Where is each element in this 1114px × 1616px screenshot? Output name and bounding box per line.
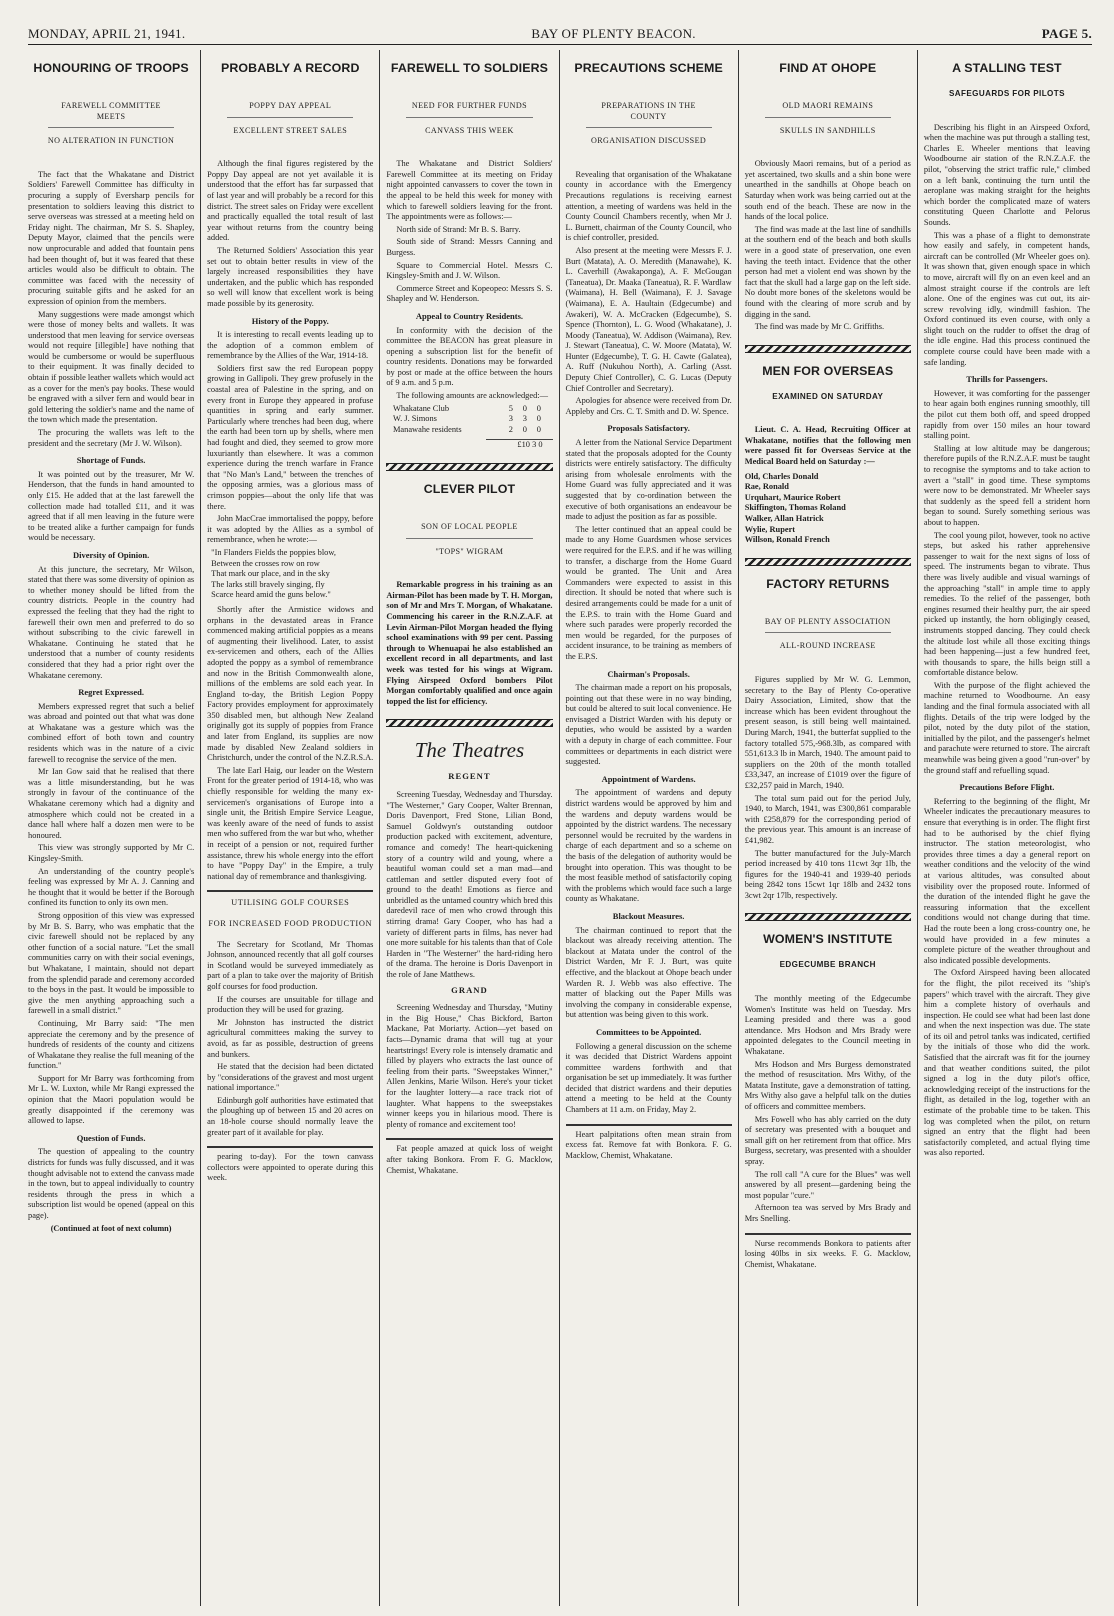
- article-subheading: EXAMINED ON SATURDAY: [772, 391, 884, 401]
- article-paragraph: Figures supplied by Mr W. G. Lemmon, secretary to the Bay of Plenty Co-operative Dairy Association, Limited, show that the increase which has been evident throughout the present season, is still being well maintained. During March, 1941, the butterfat supplied to the factory totalled 575,-968.3lb, as compared with 551,613.3 lb in March, 1940. The amount paid to suppliers on the 20th of the month totalled £33,347, an increase of £1019 over the figure of £32,257 paid in March, 1940.: [744, 675, 911, 790]
- article-paragraph: Mr Ian Gow said that he realised that there was a little misunderstanding, but he was strongly in favour of the continuance of the Whakatane ceremony which had a dignity and atmosphere which could not be created in a dance hall where half a dozen men were to be honoured.: [28, 767, 195, 840]
- section-rule: [745, 1233, 911, 1235]
- donor-name: W. J. Simons: [392, 414, 437, 424]
- donation-row: [393, 404, 546, 415]
- section-divider: [745, 345, 911, 353]
- article-subheading: EDGECUMBE BRANCH: [779, 960, 876, 970]
- section-subheading: History of the Poppy.: [251, 315, 329, 326]
- newspaper-title: BAY OF PLENTY BEACON.: [531, 26, 696, 41]
- article-paragraph: At this juncture, the secretary, Mr Wilson, stated that there was some diversity of opinion as to whether money should be lifted from the country districts. People in the country had expressed the feeling that they had the right to farewell their own men and preferred to do so without subscribing to the civic farewell in Whakatane. Continuing he stated that he understood that a number of county residents considered that they had a prior right over the Whakatane ceremony.: [28, 564, 195, 680]
- donation-row: [393, 425, 546, 436]
- article-paragraph: However, it was comforting for the passenger to hear again both engines running smoothly, till the pilot cut them both off, and speed dropped rapidly from over 150 miles an hour toward stalling point.: [923, 388, 1091, 441]
- donor-name: Manawahe residents: [392, 424, 462, 434]
- article-subheading: OLD MAORI REMAINS: [765, 89, 891, 118]
- article-paragraph: Strong opposition of this view was expressed by Mr B. S. Barry, who was emphatic that the civic farewell should not be replaced by any other function of a social nature. "Let the small communities carry on with their social evenings, but Whakatane, I maintain, should not depart from the splendid parade and ceremony accorded to the boys in the past. It would be impossible to give the men anything approaching such a farewell in a small district.": [28, 910, 195, 1016]
- section-subheading: Precautions Before Flight.: [959, 782, 1055, 793]
- section-subheading: Proposals Satisfactory.: [607, 423, 690, 434]
- recruit-name: Skiffington, Thomas Roland: [744, 503, 846, 513]
- article-paragraph: Square to Commercial Hotel. Messrs C. Kingsley-Smith and J. W. Wilson.: [386, 260, 553, 281]
- article-headline: PROBABLY A RECORD: [221, 61, 360, 75]
- section-divider: [745, 558, 911, 566]
- article-paragraph: Heart palpitations often mean strain from excess fat. Remove fat with Bonkora. F. G. Macklow, Chemist, Whakatane.: [565, 1129, 732, 1160]
- recruit-name: Urquhart, Maurice Robert: [744, 492, 841, 502]
- cinema-name: REGENT: [448, 771, 491, 782]
- article-paragraph: The late Earl Haig, our leader on the Western Front for the greater period of 1914-18, who was chiefly responsible for welding the many ex-servicemen's organisations of Europe into a single unit, the British Empire Service League, was keenly aware of the need of funds to assist men who suffered from the war but who, whether in receipt of a pension or not, required further assistance, threw his whole energy into the effort to have "Poppy Day" in the Empire, a truly national day of remembrance and thanksgiving.: [207, 765, 374, 881]
- masthead-rule: [28, 44, 1092, 45]
- article-paragraph: The roll call "A cure for the Blues" was well answered by all present—gardening being the most popular "cure.": [744, 1169, 911, 1200]
- article-headline: FAREWELL TO SOLDIERS: [390, 61, 548, 75]
- article-paragraph: Commerce Street and Kopeopeo: Messrs S. S. Shapley and W. Henderson.: [386, 283, 553, 304]
- donation-amount: 0: [536, 424, 541, 434]
- article-paragraph: An understanding of the country people's feeling was expressed by Mr A. J. Canning and he thought that it would be better if the Borough confined its function to only its own men.: [28, 866, 195, 908]
- donation-amount: 0: [536, 414, 541, 424]
- article-paragraph: It was pointed out by the treasurer, Mr W. Henderson, that the funds in hand amounted to only £15. He added that at the last farewell the collection made had totalled £11, and it was agreed that if all men leaving in the future were to be treated alike a further campaign for funds would be necessary.: [28, 469, 195, 543]
- article-paragraph: Referring to the beginning of the flight, Mr Wheeler indicates the precautionary measures to ensure that everything is in order. The flight first had to be authorised by the chief flying instructor. The station meteorologist, who provides three times a day a general report on weather conditions and the velocity of the wind at various altitudes, was consulted about visibility over the proposed route. Informed of the duration of the intended flight he gave the reassuring information that the excellent conditions would not change during that time. Had the route been a long cross-country one, he would have provided in a few minutes a complete picture of the weather throughout and also indicated possible developments.: [923, 796, 1091, 965]
- article-paragraph: The chairman continued to report that the blackout was already receiving attention. The blackout at Matata under the control of the District Warden, Mr F. J. Burt, was quite effective, and the blackout at Ohope beach under Warden R. J. Webb was also effective. The matter of blacking out the Paper Mills was involving the company in considerable expense, but attention was being given to this work.: [565, 925, 732, 1020]
- recruit-name: Willson, Ronald French: [744, 535, 830, 545]
- article-headline: PRECAUTIONS SCHEME: [574, 61, 723, 75]
- section-subheading: Regret Expressed.: [78, 687, 144, 698]
- article-subheading: FOR INCREASED FOOD PRODUCTION: [208, 918, 373, 928]
- article-paragraph: The Whakatane and District Soldiers' Farewell Committee at its meeting on Friday night appointed canvassers to cover the town in the appeal to be held this week for money with which to farewell soldiers leaving for the front. The appointments were as follows:—: [386, 159, 553, 222]
- article-headline: CLEVER PILOT: [423, 482, 516, 497]
- article-paragraph: Following a general discussion on the scheme it was decided that District Wardens appoint committee wardens forthwith and that organisation be set up immediately. It was further decided that district wardens and their deputies attend a meeting to be held at the County Chambers at 11 a.m. on Friday, May 2.: [565, 1041, 732, 1115]
- article-paragraph: The butter manufactured for the July-March period increased by 410 tons 11cwt 3qr 1lb, the figures for the 1940-41 and 1939-40 periods being 2842 tons 15cwt 1qr 18lb and 2432 tons 3cwt 2qr 17lb, respectively.: [744, 848, 911, 900]
- article-paragraph: Soldiers first saw the red European poppy growing in Gallipoli. They grew profusely in the coastal area of Palestine in the spring, and on every front in Europe they appeared in profuse quantities in spring and early summer. Particularly where trenches had been dug, where the earth had been torn up by shells, where men had fought and died, they seemed to grow more luxuriantly than elsewhere. It was a common experience during the trench warfare in France that "No Man's Land," between the trenches of the opposing armies, was a glorious mass of crimson poppies—about the only life that was there.: [207, 363, 374, 511]
- section-subheading: Question of Funds.: [76, 1132, 146, 1143]
- section-subheading: Diversity of Opinion.: [72, 549, 150, 560]
- article-paragraph: The find was made at the last line of sandhills at the southern end of the beach and both skulls were in a good state of preservation, one even having the teeth intact. Evidence that the other person had met a violent end was shown by the fact that the skull had a large gap on the left side. No doubt more bones of the skeletons would be found with the clearing of more scrub and by digging in the sand.: [744, 224, 911, 319]
- article-headline: MEN FOR OVERSEAS: [762, 363, 894, 378]
- article-subheading: SON OF LOCAL PEOPLE: [406, 510, 532, 539]
- article-paragraph: Mrs Fowell who has ably carried on the duty of secretary was presented with a bouquet and small gift on her retirement from that office. Mrs Burgess, secretary, was presented with a shoulder spray.: [744, 1114, 911, 1166]
- section-subheading: Committees to be Appointed.: [595, 1026, 702, 1037]
- donation-amount: 5: [508, 403, 513, 413]
- poem-line: Between the crosses row on row: [211, 558, 320, 568]
- section-divider: [386, 463, 552, 471]
- article-paragraph: Also present at the meeting were Messrs F. J. Burt (Matata), A. O. Meredith (Manawahe), K. L. Caverhill (Awakaponga), A. F. McGougan (Taneatua), Dr. Maaka (Taneatua), R. F. Wardlaw (Waimana), H. Bell (Waimana), F. J. Savage (Waimana), E. A. Haultain (Edgecumbe) and Awakeri), W. A. McCracken (Edgecumbe), S. Spence (Thornton), L. G. Wood (Whakatane), J. Moody (Taneatua), W. Addison (Waimana), Rev. J. Stewart (Taneatua), C. W. Moore (Matata), W. Hunter (Edgecumbe), T. G. H. Cawte (Galatea), A. Ruff (Nukuhou North), A. Carling (Asst. Deputy Chief Controller), C. G. Lucas (Deputy Chief Controller and Secretary).: [565, 245, 732, 393]
- article-headline: FIND AT OHOPE: [779, 61, 877, 75]
- section-subheading: Blackout Measures.: [612, 910, 685, 921]
- poem-line: Scarce heard amid the guns below.": [211, 590, 331, 600]
- section-divider: [386, 719, 552, 727]
- article-paragraph: The following amounts are acknowledged:—: [396, 391, 548, 401]
- article-paragraph: Edinburgh golf authorities have estimated that the ploughing up of between 15 and 20 acres on an 18-hole course should normally leave the greater part of it available for play.: [207, 1095, 374, 1137]
- article-headline: WOMEN'S INSTITUTE: [763, 932, 893, 947]
- article-paragraph: Stalling at low altitude may be dangerous; therefore pupils of the R.N.Z.A.F. must be taught to recognise the symptoms and to take action to avert a "stall" in good time. These symptoms were now to be demonstrated. Mr Wheeler says that suddenly as the speed fell a strident horn began to sound. Surely something serious was about to happen.: [923, 443, 1091, 527]
- article-subheading: BAY OF PLENTY ASSOCIATION: [765, 605, 891, 634]
- section-divider: [745, 913, 911, 921]
- newspaper-columns: [28, 50, 1090, 1606]
- theatres-heading: The Theatres: [414, 738, 525, 763]
- issue-date: MONDAY, APRIL 21, 1941.: [28, 26, 186, 41]
- masthead: [28, 0, 1092, 42]
- article-paragraph: John MacCrae immortalised the poppy, before it was adopted by the Allies as a symbol of remembrance, when he wrote:—: [207, 514, 374, 545]
- article-subheading: EXCELLENT STREET SALES: [233, 125, 348, 135]
- article-paragraph: Describing his flight in an Airspeed Oxford, when the machine was put through a stalling test, Charles E. Wheeler mentions that leaving Woodbourne air station of the R.N.Z.A.F. the pilot, "observing the strict traffic rule," climbed on a left bank, continuing the turn until the aeroplane was making straight for the heights which border the complicated maze of waters constituting Queen Charlotte and Pelorus Sounds.: [923, 122, 1091, 227]
- article-paragraph: South side of Strand: Messrs Canning and Burgess.: [386, 237, 553, 257]
- recruit-names: [745, 472, 911, 546]
- column-6: [917, 50, 1090, 1606]
- section-subheading: Appeal to Country Residents.: [415, 310, 524, 321]
- section-rule: [566, 1124, 732, 1126]
- article-paragraph: The question of appealing to the country districts for funds was fully discussed, and it was thought advisable not to extend the canvass made in the town, but to appeal individually to country residents through the press in which a subscription list would be opened (appeal on this page).: [28, 1147, 195, 1220]
- column-5: [738, 50, 917, 1606]
- article-subheading: FAREWELL COMMITTEE MEETS: [48, 89, 174, 128]
- article-headline: HONOURING OF TROOPS: [33, 61, 189, 75]
- article-paragraph: Although the final figures registered by the Poppy Day appeal are not yet available it is understood that the effort has far surpassed that of last year and will probably be a record for this district. The street sales on Friday were excellent and practically equalled the total result of last year without returns from the country being added.: [207, 159, 374, 243]
- article-paragraph: Many suggestions were made amongst which were those of money belts and wallets. It was understood that men leaving for service overseas would not require [illegible] have nothing that would be cumbersome or would be superfluous to their equipment. It was finally decided to obtain if possible leather wallets which would act as a cover for the men's pay books. These would be engraved with a silver fern and would bear in gold lettering the soldier's name and the name of the town which made the presentation.: [28, 309, 195, 425]
- donation-amount: 3: [522, 414, 527, 424]
- article-paragraph: The find was made by Mr C. Griffiths.: [754, 322, 885, 332]
- column-1: [28, 50, 200, 1606]
- donation-amount: 3: [508, 414, 513, 424]
- article-paragraph: With the purpose of the flight achieved the machine returned to Woodbourne. An easy landing and the final formula associated with all flights. Details of the trip were lodged by the pilot, noted by the duty pilot of the station, initialled by the pilot, and the passenger's helmet and parachute were returned to store. The aircraft meanwhile was being given a good "run-over" by the ground staff and refuelling squad.: [923, 680, 1091, 775]
- article-paragraph: The cool young pilot, however, took no active steps, but asked his rather apprehensive passenger to wait for the next signs of loss of speed. The instruments began to vibrate. Thus there was lively audible and visual warnings of the approaching "stall" in ample time to apply remedies. To the relief of the passenger, both engines resumed their healthy purr, the air speed picked up instantly, the horn obligingly ceased, instruments stopped dancing. They could check the altitude lost while all those exciting things had been happening—just a few hundred feet, with thousands to spare, the hills beign still a comfortable distance below.: [923, 530, 1091, 678]
- continued-note: (Continued at foot of next column): [50, 1223, 172, 1233]
- donor-name: Whakatane Club: [392, 403, 450, 413]
- article-subheading: SAFEGUARDS FOR PILOTS: [949, 89, 1065, 98]
- article-subheading: ORGANISATION DISCUSSED: [591, 136, 707, 146]
- article-paragraph: pearing to-day). For the town canvass collectors were appointed to operate during this week.: [207, 1152, 374, 1183]
- article-paragraph: He stated that the decision had been dictated by "considerations of the gravest and most urgent national importance.": [207, 1062, 374, 1093]
- article-subheading: POPPY DAY APPEAL: [227, 89, 353, 118]
- article-paragraph: Support for Mr Barry was forthcoming from Mr L. W. Luxton, while Mr Rangi expressed the opinion that the Maori population would be greatly disappointed if the ceremony was allowed to lapse.: [28, 1073, 195, 1126]
- donation-amount: 2: [508, 424, 513, 434]
- donations-total: £10 3 0: [486, 439, 552, 451]
- article-paragraph: The chairman made a report on his proposals, pointing out that these were in no way binding, but could be altered to suit local convenience. He envisaged a District Warden with his deputy or deputies, who would be assisted by a warden with a deputy in charge of each committee. Four committees or departments in each district were suggested.: [565, 683, 732, 767]
- poem-line: That mark our place, and in the sky: [211, 569, 330, 579]
- article-paragraph: Shortly after the Armistice widows and orphans in the devastated areas in France commenced making artificial poppies as a means of augmenting their livelihood. Later, to assist ex-servicemen and others, each of the Allies adopted the poppy as a symbol of remembrance and now in the British Commonwealth alone, millions of the emblems are sold each year. In England to-day, the British Legion Poppy Factory provides employment for approximately 350 disabled men, but although New Zealand originally got its supply of poppies from France and later from England, its supplies are now made by disabled New Zealand soldiers in Christchurch, under the control of the N.Z.R.S.A.: [207, 604, 374, 763]
- section-subheading: Appointment of Wardens.: [601, 773, 696, 784]
- page-number: PAGE 5.: [1041, 26, 1092, 41]
- article-paragraph: Revealing that organisation of the Whakatane county in accordance with the Emergency Precautions regulations is receiving earnest attention, a meeting of wardens was held in the County Council Chambers recently, when Mr J. L. Burnett, chairman of the County Council, who is chief controller, presided.: [565, 169, 732, 243]
- donation-amount: 0: [522, 424, 527, 434]
- donation-amount: 0: [522, 403, 527, 413]
- recruit-name: Rae, Ronald: [744, 482, 789, 492]
- article-headline: FACTORY RETURNS: [766, 576, 890, 591]
- poem-line: "In Flanders Fields the poppies blow,: [211, 547, 336, 557]
- article-headline: A STALLING TEST: [952, 61, 1062, 75]
- article-paragraph: Mr Johnston has instructed the district agricultural committees making the survey to avoid, as far as possible, destruction of greens and bunkers.: [207, 1017, 374, 1059]
- article-subheading: SKULLS IN SANDHILLS: [779, 125, 876, 135]
- section-rule: [207, 1146, 373, 1148]
- article-paragraph: Continuing, Mr Barry said: "The men appreciate the ceremony and by the presence of hundreds of residents of the county and citizens of Whakatane they realise the full meaning of the function.": [28, 1018, 195, 1071]
- recruit-name: Wylie, Rupert: [744, 524, 796, 534]
- article-paragraph: Screening Wednesday and Thursday, "Mutiny in the Big House," Chas Bickford, Barton Mackane, Pat Moriarty. Action—yet based on facts—Dynamic drama that will tug at your heartstrings! Every role is intensely dramatic and filled by players who extracts the last ounce of feeling from their parts. "Sweepstakes Winner," Allen Jenkins, Marie Wilson. Here's your ticket for the laughter lottery—a race track riot of laughter. What happens to the sweepstakes winner keeps you in hilarious mood. There is plenty of romance and excitement too!: [386, 1003, 553, 1129]
- section-subheading: Chairman's Proposals.: [607, 668, 690, 679]
- section-rule: [386, 1138, 552, 1140]
- article-subheading: NO ALTERATION IN FUNCTION: [47, 136, 175, 146]
- article-paragraph: The letter continued that an appeal could be made to any Home Guardsmen whose services were required for the E.P.S. and if he was willing to transfer, a discharge from the Home Guard would be granted. The Unit and Area Commanders were expected to assist in this direction. It should be noted that where such is desired arrangements could be made for a unit of the E.P.S. to train with the Home Guard and where such parades were properly recorded the men would be regarded, for the purposes of accident insurance, to be training as members of the E.P.S.: [565, 524, 732, 661]
- article-paragraph: The total sum paid out for the period July, 1940, to March, 1941, was £300,861 comparable with £258,879 for the corresponding period of the previous year. This amount is an increase of £41,982.: [744, 793, 911, 845]
- recruit-name: Walker, Allan Hatrick: [744, 514, 824, 524]
- section-subheading: Shortage of Funds.: [76, 455, 146, 466]
- article-paragraph: Mrs Hodson and Mrs Burgess demonstrated the method of resuscitation. Mrs Withy, of the Matata Institute, gave a demonstration of tatting. Mrs Withy also gave a helpful talk on the duties of officers and committee members.: [744, 1059, 911, 1111]
- article-paragraph: This view was strongly supported by Mr C. Kingsley-Smith.: [28, 843, 195, 863]
- article-subheading: "TOPS" WIGRAM: [435, 546, 504, 556]
- cinema-name: GRAND: [451, 984, 488, 995]
- section-subheading: Thrills for Passengers.: [966, 374, 1048, 385]
- article-paragraph: It is interesting to recall events leading up to the adoption of a common emblem of remembrance by the Allies of the War, 1914-18.: [207, 330, 374, 361]
- article-paragraph: North side of Strand: Mr B. S. Barry.: [396, 224, 521, 234]
- donation-amount: 0: [536, 403, 541, 413]
- article-subheading: UTILISING GOLF COURSES: [231, 898, 350, 908]
- article-paragraph-bold: Remarkable progress in his training as an Airman-Pilot has been made by T. H. Morgan, son of Mr and Mrs T. Morgan, of Whakatane. Commencing his career in the R.N.Z.A.F. at Levin Airman-Pilot Morgan headed the flying school examinations with 99 per cent. Passing through to Whenuapai he also established an excellent record in all departments, and last week was tested for his wings at Wigram. Flying Airspeed Oxford bombers Pilot Morgan comfortably qualified and once again topped the list for efficiency.: [386, 580, 553, 706]
- column-2: [200, 50, 379, 1606]
- article-paragraph: The Returned Soldiers' Association this year set out to obtain better results in view of the largely increased responsibilities they have undertaken, and the public which has responded so well will know that excellent work is being made possible by its generosity.: [207, 245, 374, 308]
- article-subheading: NEED FOR FURTHER FUNDS: [406, 89, 532, 118]
- article-paragraph: The Secretary for Scotland, Mr Thomas Johnson, announced recently that all golf courses in Scotland would be surveyed immediately as part of a plan to take over the majority of British golf courses for food production.: [207, 939, 374, 991]
- section-rule: [207, 890, 373, 892]
- article-paragraph: Fat people amazed at quick loss of weight after taking Bonkora. From F. G. Macklow, Chemist, Whakatane.: [386, 1144, 553, 1175]
- article-paragraph: The monthly meeting of the Edgecumbe Women's Institute was held on Tuesday. Mrs Leaming presided and there was a good attendance. Mrs Hodson and Mrs Brady were appointed delegates to the Council meeting in Whakatane.: [744, 994, 911, 1057]
- article-paragraph: The fact that the Whakatane and District Soldiers' Farewell Committee has difficulty in procuring a supply of Eversharp pencils for presentation to soldiers leaving this district to serve overseas was stressed at a meeting held on Friday night. The chairman, Mr S. S. Shapley, Deputy Mayor, claimed that the pencils were now unprocurable and added that fountain pens had been thought of, but it was feared that these articles would also be difficult to obtain. The committee was faced with the necessity of procuring suitable gifts and he asked for an expression of opinion from the members.: [28, 169, 195, 306]
- article-paragraph: The procuring the wallets was left to the president and the secretary (Mr J. W. Wilson).: [28, 428, 195, 448]
- donations-table: [393, 404, 546, 436]
- article-subheading: CANVASS THIS WEEK: [425, 125, 514, 135]
- poem-excerpt: [207, 548, 373, 601]
- article-paragraph: A letter from the National Service Department stated that the proposals adopted for the County districts were entirely satisfactory. The difficulty arising from wholesale enrolments with the Home Guard was fully appreciated and it was suggested that by co-ordination between the executive of both organisations an endeavour be made to adjust the position as far as possible.: [565, 438, 732, 522]
- article-paragraph: The Oxford Airspeed having been allocated for the flight, the pilot received its "ship's papers" which travel with the aircraft. They give him a complete history of overhauls and inspection. He could see what had been last done and when the next inspection was due. The state of its oil and petrol tanks was indicated, certified by the initials of those who did the work. Satisfied that the aircraft was fit for the journey and that weather conditions suited, the pilot signed a log in the duty pilot's office, acknowledging receipt of the instructions for the flight, as detailed in the log, together with an estimate of the probable time to be taken. This log was completed when the pilot, on return signed an entry that the flight had been satisfactorily completed, and actual flying time was also reported.: [923, 968, 1091, 1158]
- article-paragraph: In conformity with the decision of the committee the BEACON has great pleasure in opening a subscription list for the benefit of country residents. Donations may be forwarded by post or made at the office between the hours of 9 a.m. and 5 p.m.: [386, 325, 553, 388]
- column-3: [379, 50, 558, 1606]
- column-4: [559, 50, 738, 1606]
- poem-line: The larks still bravely singing, fly: [211, 579, 325, 589]
- article-subheading: PREPARATIONS IN THE COUNTY: [586, 89, 712, 128]
- article-paragraph: Members expressed regret that such a belief was abroad and pointed out that what was done at Whakatane was a gesture which was the combined effort of both town and country residents which was in the nature of a civic farewell to recognise the service of the men.: [28, 701, 195, 764]
- article-paragraph: Screening Tuesday, Wednesday and Thursday. "The Westerner," Gary Cooper, Walter Brennan, Doris Davenport, Fred Stone, Lilian Bond, Samuel Goldwyn's outstanding outdoor production packed with excitement, adventure, romance and comedy! The heart-quickening story of a country wild and young, where a beautiful woman could set a man mad—and cattleman and settler disputed every foot of ground to the death! Emotions as fierce and unbridled as the untamed country which bred this daredevil race of men who crowd through this stirring drama! Gary Cooper, who has had a variety of different parts in films, has never had one more suitable for his talents than that of Cole Harden in "The Westerner" the hard-riding hero of the drama. The heroine is Doris Davenport in the role of Jane Matthews.: [386, 789, 553, 980]
- article-paragraph: Nurse recommends Bonkora to patients after losing 40lbs in six weeks. F. G. Macklow, Chemist, Whakatane.: [744, 1238, 911, 1269]
- article-paragraph: This was a phase of a flight to demonstrate how easily and safely, in competent hands, aircraft can be controlled (Mr Wheeler goes on). It was shown that, given enough space in which to move, aircraft will fly on an even keel and an almost straight course if the controls are left alone. One of the engines was cut out, its air-screw revolving idly, windmill fashion. The Oxford continued its even course, with only a slight touch on the rudder to offset the drag of the idle engine. Had this process continued the complete course could have been made with a safe landing.: [923, 230, 1091, 367]
- article-subheading: ALL-ROUND INCREASE: [779, 641, 876, 651]
- article-paragraph: Afternoon tea was served by Mrs Brady and Mrs Snelling.: [744, 1203, 911, 1223]
- recruit-name: Old, Charles Donald: [744, 471, 819, 481]
- donation-row: [393, 414, 546, 425]
- article-paragraph: Obviously Maori remains, but of a period as yet ascertained, two skulls and a shin bone were unearthed in the sandhills at Ohope beach on Saturday when work was being carried out at the south end of the beach. These are now in the hands of the local police.: [744, 159, 911, 222]
- article-paragraph: Apologies for absence were received from Dr. Appleby and Crs. C. T. Smith and D. W. Spence.: [565, 396, 732, 416]
- article-paragraph-bold: Lieut. C. A. Head, Recruiting Officer at Whakatane, notifies that the following men were passed fit for Overseas Service at the Medical Board held on Saturday :—: [744, 425, 911, 467]
- article-paragraph: The appointment of wardens and deputy district wardens would be approved by him and the wardens and deputy wardens would be appointed by the district wardens. The necessary personnel would be recruited by the wardens in charge of each department and so a scheme on the basis of the delegation of authority would be brought into operation. This was thought to be the most feasible method of satisfactorily coping with the problems which would face such a large county as Whakatane.: [565, 788, 732, 904]
- article-paragraph: If the courses are unsuitable for tillage and production they will be used for grazing.: [207, 994, 374, 1015]
